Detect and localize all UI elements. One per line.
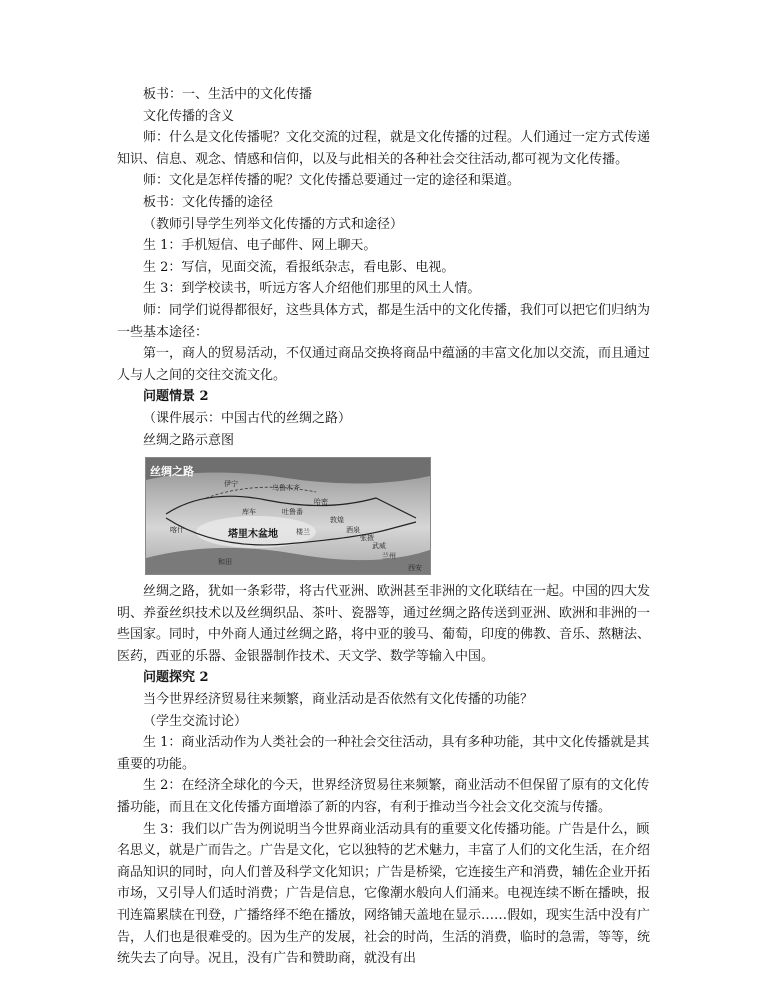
text-section-bottom	[117, 581, 657, 970]
map-place-label: 和田	[218, 558, 232, 567]
paragraph: 丝绸之路示意图	[143, 432, 235, 448]
map-place-label: 张掖	[360, 534, 374, 543]
map-basin-label: 塔里木盆地	[228, 529, 278, 541]
map-place-label: 吐鲁番	[282, 508, 303, 517]
map-place-label: 库车	[242, 508, 256, 517]
paragraph: 生 1：手机短信、电子邮件、网上聊天。	[143, 238, 377, 254]
paragraph: 生 3：到学校读书，听远方客人介绍他们那里的风土人情。	[143, 281, 481, 297]
document-page	[117, 84, 657, 970]
paragraph: 生 3：我们以广告为例说明当今世界商业活动具有的重要文化传播功能。广告是什么，顾名思义，就是广而告之。广告是文化，它以独特的艺术魅力，丰富了人们的文化生活，在介绍商品知识的同时，向人们普及科学文化知识；广告是桥梁，它连接生产和消费，辅佐企业开拓市场，又引导人们适时消费；广告是信息，它像潮水般向人们涌来。电视连续不断在播映，报刊连篇累牍在刊登，广播络绎不绝在播放，网络铺天盖地在显示……假如，现实生活中没有广告，人们也是很难受的。因为生产的发展，社会的时尚，生活的消费，临时的急需，等等，统统失去了向导。况且，没有广告和赞助商，就没有出	[117, 821, 651, 967]
map-place-label: 武威	[372, 542, 386, 551]
map-place-label: 西安	[408, 564, 422, 573]
paragraph: 师：文化是怎样传播的呢？文化传播总要通过一定的途径和渠道。	[143, 173, 521, 189]
paragraph: 第一，商人的贸易活动，不仅通过商品交换将商品中蕴涵的丰富文化加以交流，而且通过人与人之间的交往交流文化。	[117, 346, 651, 383]
map-place-label: 乌鲁木齐	[272, 484, 300, 493]
paragraph: 问题探究 2	[143, 670, 209, 686]
silk-road-map-figure	[145, 457, 431, 575]
paragraph: （教师引导学生列举文化传播的方式和途径）	[143, 216, 404, 232]
paragraph: 文化传播的含义	[143, 108, 235, 124]
text-section-top	[117, 84, 657, 451]
paragraph: 生 1：商业活动作为人类社会的一种社会交往活动，具有多种功能，其中文化传播就是其重要的功能。	[117, 735, 650, 772]
map-place-label: 喀什	[170, 526, 184, 535]
map-place-label: 敦煌	[330, 516, 344, 525]
map-place-label: 楼兰	[296, 528, 310, 537]
map-place-label: 酒泉	[346, 526, 360, 535]
paragraph: 师：什么是文化传播呢？文化交流的过程，就是文化传播的过程。人们通过一定方式传递知识、信息、观念、情感和信仰，以及与此相关的各种社会交往活动,都可视为文化传播。	[117, 130, 651, 167]
map-title: 丝绸之路	[150, 465, 194, 479]
map-place-label: 兰州	[382, 552, 396, 561]
paragraph: 生 2：在经济全球化的今天，世界经济贸易往来频繁，商业活动不但保留了原有的文化传播功能，而且在文化传播方面增添了新的内容，有利于推动当今社会文化交流与传播。	[117, 778, 650, 816]
map-place-label: 伊宁	[224, 480, 238, 489]
paragraph: 丝绸之路，犹如一条彩带，将古代亚洲、欧洲甚至非洲的文化联结在一起。中国的四大发明、养蚕丝织技术以及丝绸织品、茶叶、瓷器等，通过丝绸之路传送到亚洲、欧洲和非洲的一些国家。同时，中外商人通过丝绸之路，将中亚的骏马、葡萄，印度的佛教、音乐、熬糖法、医药，西亚的乐器、金银器制作技术、天文学、数学等输入中国。	[117, 584, 651, 664]
paragraph: （课件展示：中国古代的丝绸之路）	[143, 410, 352, 426]
paragraph: 板书：文化传播的途径	[143, 194, 274, 210]
paragraph: 师：同学们说得都很好，这些具体方式，都是生活中的文化传播，我们可以把它们归纳为一些基本途径：	[117, 302, 651, 340]
map-place-label: 哈密	[314, 498, 328, 507]
paragraph: 板书：一、生活中的文化传播	[143, 87, 313, 102]
paragraph: （学生交流讨论）	[143, 713, 248, 729]
paragraph: 问题情景 2	[143, 389, 209, 405]
paragraph: 生 2：写信，见面交流，看报纸杂志，看电影、电视。	[143, 259, 455, 275]
paragraph: 当今世界经济贸易往来频繁，商业活动是否依然有文化传播的功能？	[143, 692, 534, 708]
